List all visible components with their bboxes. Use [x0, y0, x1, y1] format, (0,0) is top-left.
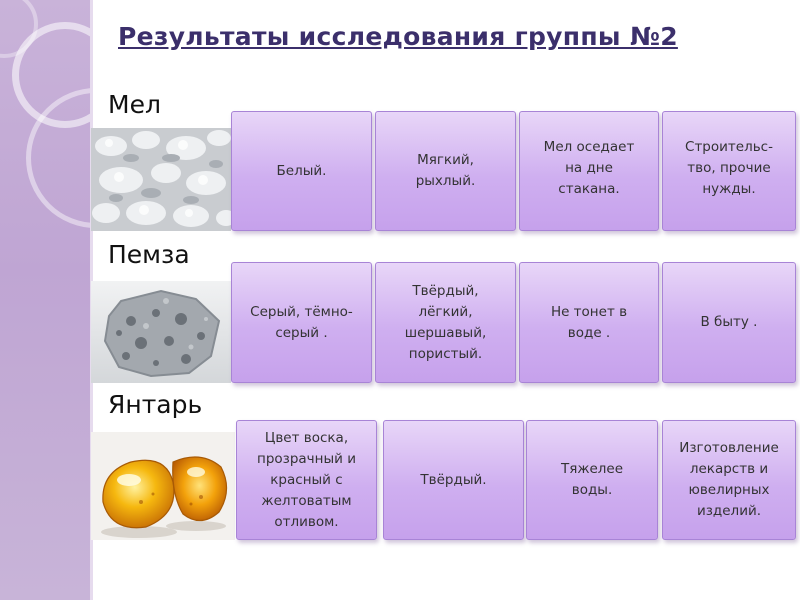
chalk-image: [91, 128, 231, 231]
cell-text: Твёрдый, лёгкий, шершавый, пористый.: [404, 282, 487, 362]
cell-text: Тяжелее воды.: [560, 461, 624, 498]
cell-text: Серый, тёмно- серый .: [250, 303, 353, 341]
cell-text: В быту .: [700, 314, 758, 330]
cell-text: Цвет воска, прозрачный и красный с желтоватым отливом.: [257, 429, 356, 530]
chalk-usage-cell: [662, 111, 796, 231]
chalk-hardness-cell: [375, 111, 516, 231]
row-label-pumice: Пемза: [108, 240, 190, 269]
row-label-amber: Янтарь: [108, 390, 203, 419]
cell-text: Не тонет в воде .: [550, 303, 628, 341]
cell-text: Белый.: [276, 162, 327, 179]
row-label-chalk: Мел: [108, 90, 161, 119]
amber-usage-cell: [662, 420, 796, 540]
amber-hardness-cell: [383, 420, 524, 540]
cell-text: Мел оседает на дне стакана.: [543, 139, 635, 197]
cell-text: Мягкий, рыхлый.: [415, 152, 476, 189]
amber-color-cell: [236, 420, 377, 540]
pumice-water-cell: [519, 262, 659, 383]
pumice-color-cell: [231, 262, 372, 383]
cell-text: Строительс- тво, прочие нужды.: [685, 139, 773, 197]
chalk-water-cell: [519, 111, 659, 231]
slide-title: Результаты исследования группы №2: [118, 22, 678, 51]
pumice-hardness-cell: [375, 262, 516, 383]
amber-water-cell: [526, 420, 658, 540]
pumice-image: [91, 281, 231, 383]
cell-text: Изготовление лекарств и ювелирных изделий.: [679, 440, 779, 519]
chalk-color-cell: [231, 111, 372, 231]
amber-image: [91, 432, 235, 540]
pumice-usage-cell: [662, 262, 796, 383]
cell-text: Твёрдый.: [420, 471, 487, 488]
decorative-side-band: [0, 0, 90, 600]
